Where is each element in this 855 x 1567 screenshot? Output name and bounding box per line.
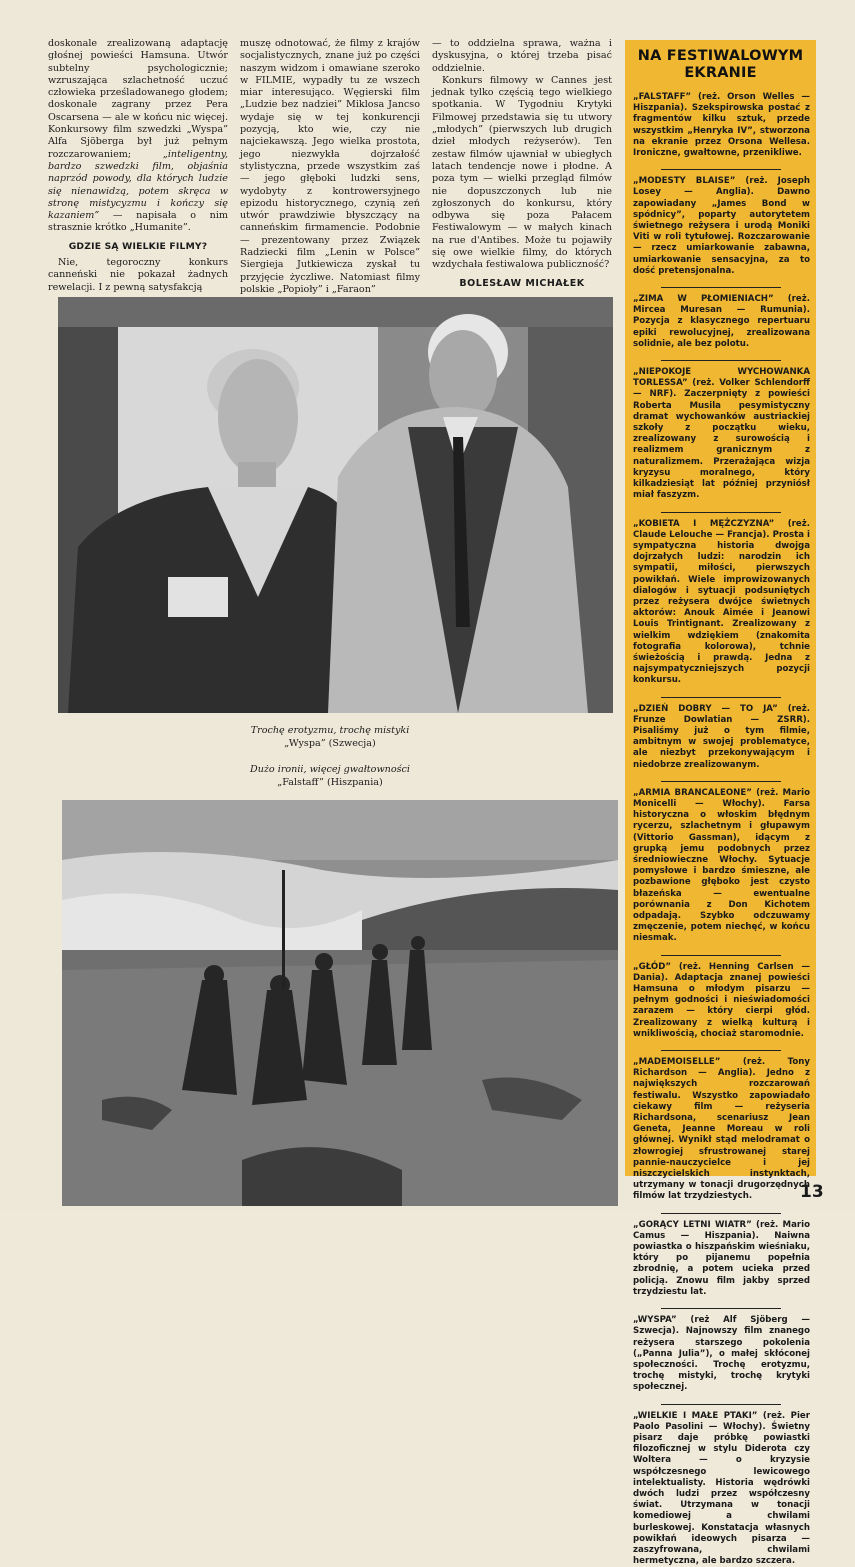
film-title: „MODESTY BLAISE” bbox=[633, 176, 736, 187]
film-title: „ZIMA W PŁOMIENIACH” bbox=[633, 294, 774, 305]
entry-divider bbox=[661, 287, 781, 288]
film-entry bbox=[625, 1411, 816, 1567]
film-title: „MADEMOISELLE” bbox=[633, 1057, 721, 1068]
photo-caption-wyspa bbox=[200, 724, 460, 750]
entry-divider bbox=[661, 1213, 781, 1214]
film-title: „WIELKIE I MAŁE PTAKI” bbox=[633, 1410, 758, 1421]
article-paragraph: Konkurs filmowy w Cannes jest jednak tylko częścią tego wielkiego spotkania. W Tygodniu Krytyki Filmowej przedstawia się tu utwory „młodych” (pierwszych lub drugich dzieł młodych reżyserów). Ten zestaw filmów ujawniał w ubiegłych latach tendencje nowe i płodne. A poza tym — wielki przegląd filmów nie dopuszczonych lub nie zgłoszonych do konkursu, który odbywa się poza Pałacem Festiwalowym — w małych kinach na rue d'Antibes. Może tu pojawiły się owe wielkie filmy, do których wzdychała festiwalowa publiczność? bbox=[432, 74, 612, 271]
film-description: (reż. Henning Carlsen — Dania). Adaptacja znanej powieści Hamsuna o młodym pisarzu — pełnym godności i nieświadomości zarazem — który cierpi głód. Zrealizowany z wielką kulturą i wnikliwością, chociaż staromodnie. bbox=[633, 961, 810, 1039]
sidebar-entries bbox=[625, 92, 816, 1567]
film-entry bbox=[625, 294, 816, 350]
article-column-3 bbox=[432, 38, 612, 290]
film-title: „GORĄCY LETNI WIATR” bbox=[633, 1219, 752, 1230]
film-title: „GŁÓD” bbox=[633, 961, 672, 972]
film-title: „FALSTAFF” bbox=[633, 92, 692, 102]
entry-divider bbox=[661, 1308, 781, 1309]
entry-divider bbox=[661, 697, 781, 698]
entry-divider bbox=[661, 781, 781, 782]
film-title: „KOBIETA I MĘŻCZYZNA” bbox=[633, 518, 775, 529]
sidebar-title bbox=[625, 48, 816, 82]
article-text: — napisała o nim strasznie krótko „Humanite”. bbox=[48, 210, 228, 234]
entry-divider bbox=[661, 1404, 781, 1405]
film-entry bbox=[625, 788, 816, 945]
film-description: (reż. Claude Lelouche — Francja). Prosta i sympatyczna historia dwojga dojrzałych ludzi: narodzin ich sympatii, miłości, pierwszych powikłań. Wiele improwizowanych dialogów i sytuacji podsuniętych przez reżysera dwójce świetnych aktorów: Anouk Aimée i Jeanowi Louis Trintignant. Zrealizowany z wielkim wdziękiem (znakomita fotografia kolorowa), tchnie świeżością i prawdą. Jedna z najsympatyczniejszych pozycji konkursu. bbox=[633, 518, 810, 686]
film-title: „WYSPA” bbox=[633, 1315, 677, 1326]
entry-divider bbox=[661, 1050, 781, 1051]
film-still-falstaff bbox=[62, 800, 618, 1206]
film-entry bbox=[625, 367, 816, 501]
film-entry bbox=[625, 1315, 816, 1393]
film-still-wyspa bbox=[58, 297, 613, 713]
article-column-2 bbox=[240, 38, 420, 296]
author-signature: BOLESŁAW MICHAŁEK bbox=[459, 277, 585, 289]
film-still-falstaff-illustration bbox=[62, 800, 618, 1206]
photo-caption-falstaff bbox=[200, 763, 460, 789]
caption-line: Dużo ironii, więcej gwałtowności bbox=[250, 764, 410, 775]
entry-divider bbox=[661, 512, 781, 513]
article-subheading: GDZIE SĄ WIELKIE FILMY? bbox=[68, 240, 208, 252]
article-paragraph bbox=[48, 38, 228, 235]
film-entry bbox=[625, 519, 816, 687]
film-title: „DZIEŃ DOBRY — TO JA” bbox=[633, 703, 778, 714]
article-text: doskonale zrealizowaną adaptację głośnej powieści Hamsuna. Utwór subtelny psychologicznie; wzruszająca szlachetność uczuć człowieka prześladowanego głodem; doskonale zagrany przez Pera Oscarsena — ale w końcu nic więcej. Konkursowy film szwedzki „Wyspa” Alfa Sjöberga był już pełnym rozczarowaniem; bbox=[48, 38, 228, 160]
article-paragraph: — to oddzielna sprawa, ważna i dyskusyjna, o której trzeba pisać oddzielnie. bbox=[432, 38, 612, 74]
film-description: (reż. Mario Monicelli — Włochy). Farsa historyczna o włoskim błędnym rycerzu, szlachetnym i głupawym (Vittorio Gassman), idącym z grupką jemu podobnych przez średniowieczne Włochy. Sytuacje pomysłowe i bardzo śmieszne, ale pozbawione głęboko jest czysto błazeńska — ewentualne porównania z Don Kichotem odpadają. Szybko odczuwamy zmęczenie, potem niechęć, w końcu niesmak. bbox=[633, 787, 810, 944]
film-description: (reż. Mircea Muresan — Rumunia). Pozycja z klasycznego repertuaru epiki rewolucyjnej, zrealizowana solidnie, ale bez polotu. bbox=[633, 294, 810, 349]
caption-line: „Falstaff” (Hiszpania) bbox=[277, 777, 383, 788]
film-description: (reż. Frunze Dowlatian — ZSRR). Pisaliśmy już o tym filmie, ambitnym w swojej problematyce, ale niezbyt przekonywającym i niedobrze zrealizowanym. bbox=[633, 703, 810, 770]
sidebar-title-line: EKRANIE bbox=[684, 65, 757, 81]
entry-divider bbox=[661, 360, 781, 361]
film-title: „NIEPOKOJE WYCHOWANKA TORLESSA” bbox=[633, 367, 810, 389]
film-still-wyspa-illustration bbox=[58, 297, 613, 713]
film-description: (reż. Orson Welles — Hiszpania). Szekspirowska postać z fragmentów kilku sztuk, przede wszystkim „Henryka IV”, stworzona na ekranie przez Orsona Wellesa. Ironiczne, gwałtowne, przenikliwe. bbox=[633, 92, 810, 159]
film-entry bbox=[625, 92, 816, 159]
article-column-1 bbox=[48, 38, 228, 294]
film-entry bbox=[625, 1220, 816, 1298]
film-title: „ARMIA BRANCALEONE” bbox=[633, 787, 752, 798]
film-entry bbox=[625, 176, 816, 277]
film-description: (reż. Volker Schlendorff — NRF). Zaczerpnięty z powieści Roberta Musila pesymistyczny dramat wychowanków austriackiej szkoły z początku wieku, zrealizowany z surowością i realizmem granicznym z naturalizmem. Przerażająca wizja kryzysu moralnego, który kilkadziesiąt lat później przyniósł miał faszyzm. bbox=[633, 378, 810, 501]
entry-divider bbox=[661, 955, 781, 956]
film-description: (reż. Tony Richardson — Anglia). Jedno z największych rozczarowań festiwalu. Wszystko zapowiadało ciekawy film — reżyseria Richardsona, scenariusz Jean Geneta, Jeanne Moreau w roli głównej. Wynikł stąd melodramat o złowrogiej sfrustrowanej starej pannie-nauczycielce i jej niszczycielskich instynktach, utrzymany w tonacji drugorzędnych filmów lat trzydziestych. bbox=[633, 1057, 810, 1202]
article-paragraph: Nie, tegoroczny konkurs canneński nie pokazał żadnych rewelacji. I z pewną satysfakcją bbox=[48, 257, 228, 293]
article-quote: „inteligentny, bardzo szwedzki film, objaśnia naprzód powody, dla których ludzie się nienawidzą, potem skręca w stronę mistycyzmu i kończy się kazaniem” bbox=[48, 148, 228, 222]
film-description: (reż. Pier Paolo Pasolini — Włochy). Świetny pisarz daje próbkę powiastki filozoficznej w stylu Diderota czy Woltera — o kryzysie współczesnego lewicowego intelektualisty. Historia wędrówki dwóch ludzi przez współczesny świat. Utrzymana w tonacji komediowej a chwilami burleskowej. Konstatacja własnych powikłań ideowych pisarza — zaszyfrowana, chwilami hermetyczna, ale bardzo szczera. bbox=[633, 1410, 810, 1567]
film-entry bbox=[625, 1057, 816, 1203]
film-entry bbox=[625, 704, 816, 771]
page-number: 13 bbox=[800, 1182, 824, 1202]
caption-line: „Wyspa” (Szwecja) bbox=[284, 738, 376, 749]
entry-divider bbox=[661, 169, 781, 170]
sidebar-title-line: NA FESTIWALOWYM bbox=[637, 48, 804, 64]
caption-line: Trochę erotyzmu, trochę mistyki bbox=[250, 725, 410, 736]
film-description: (reż Alf Sjöberg — Szwecja). Najnowszy film znanego reżysera starszego pokolenia („Panna Julia”), o małej skłóconej społeczności. Trochę erotyzmu, trochę mistyki, trochę krytyki społecznej. bbox=[633, 1315, 810, 1393]
film-entry bbox=[625, 962, 816, 1040]
article-paragraph: muszę odnotować, że filmy z krajów socjalistycznych, znane już po części naszym widzom i omawiane szeroko w FILMIE, wypadły tu ze wszech miar interesująco. Węgierski film „Ludzie bez nadziei” Miklosa Jancso wydaje się w tej konkurencji pozycją, kto wie, czy nie najciekawszą. Jego wielka prostota, jego niezwykła dojrzałość stylistyczna, przede wszystkim zaś — jego głęboki ludzki sens, wydobyty z kontrowersyjnego epizodu historycznego, czynią zeń utwór prawdziwie błyszczący na canneńskim firmamencie. Podobnie — prezentowany przez Związek Radziecki film „Lenin w Polsce” Siergieja Jutkiewicza zyskał tu przyjęcie życzliwe. Natomiast filmy polskie „Popioły” i „Faraon” bbox=[240, 38, 420, 295]
film-description: (reż. Joseph Losey — Anglia). Dawno zapowiadany „James Bond w spódnicy”, poparty autorytetem świetnego reżysera i urodą Moniki Viti w roli tytułowej. Rozczarowanie — rzecz umiarkowanie zabawna, umiarkowanie sensacyjna, za to dość pretensjonalna. bbox=[633, 176, 810, 276]
film-description: (reż. Mario Camus — Hiszpania). Naiwna powiastka o hiszpańskim wieśniaku, który po pijanemu popełnia zbrodnię, a potem ucieka przed policją. Znowu film jakby sprzed trzydziestu lat. bbox=[633, 1219, 810, 1297]
